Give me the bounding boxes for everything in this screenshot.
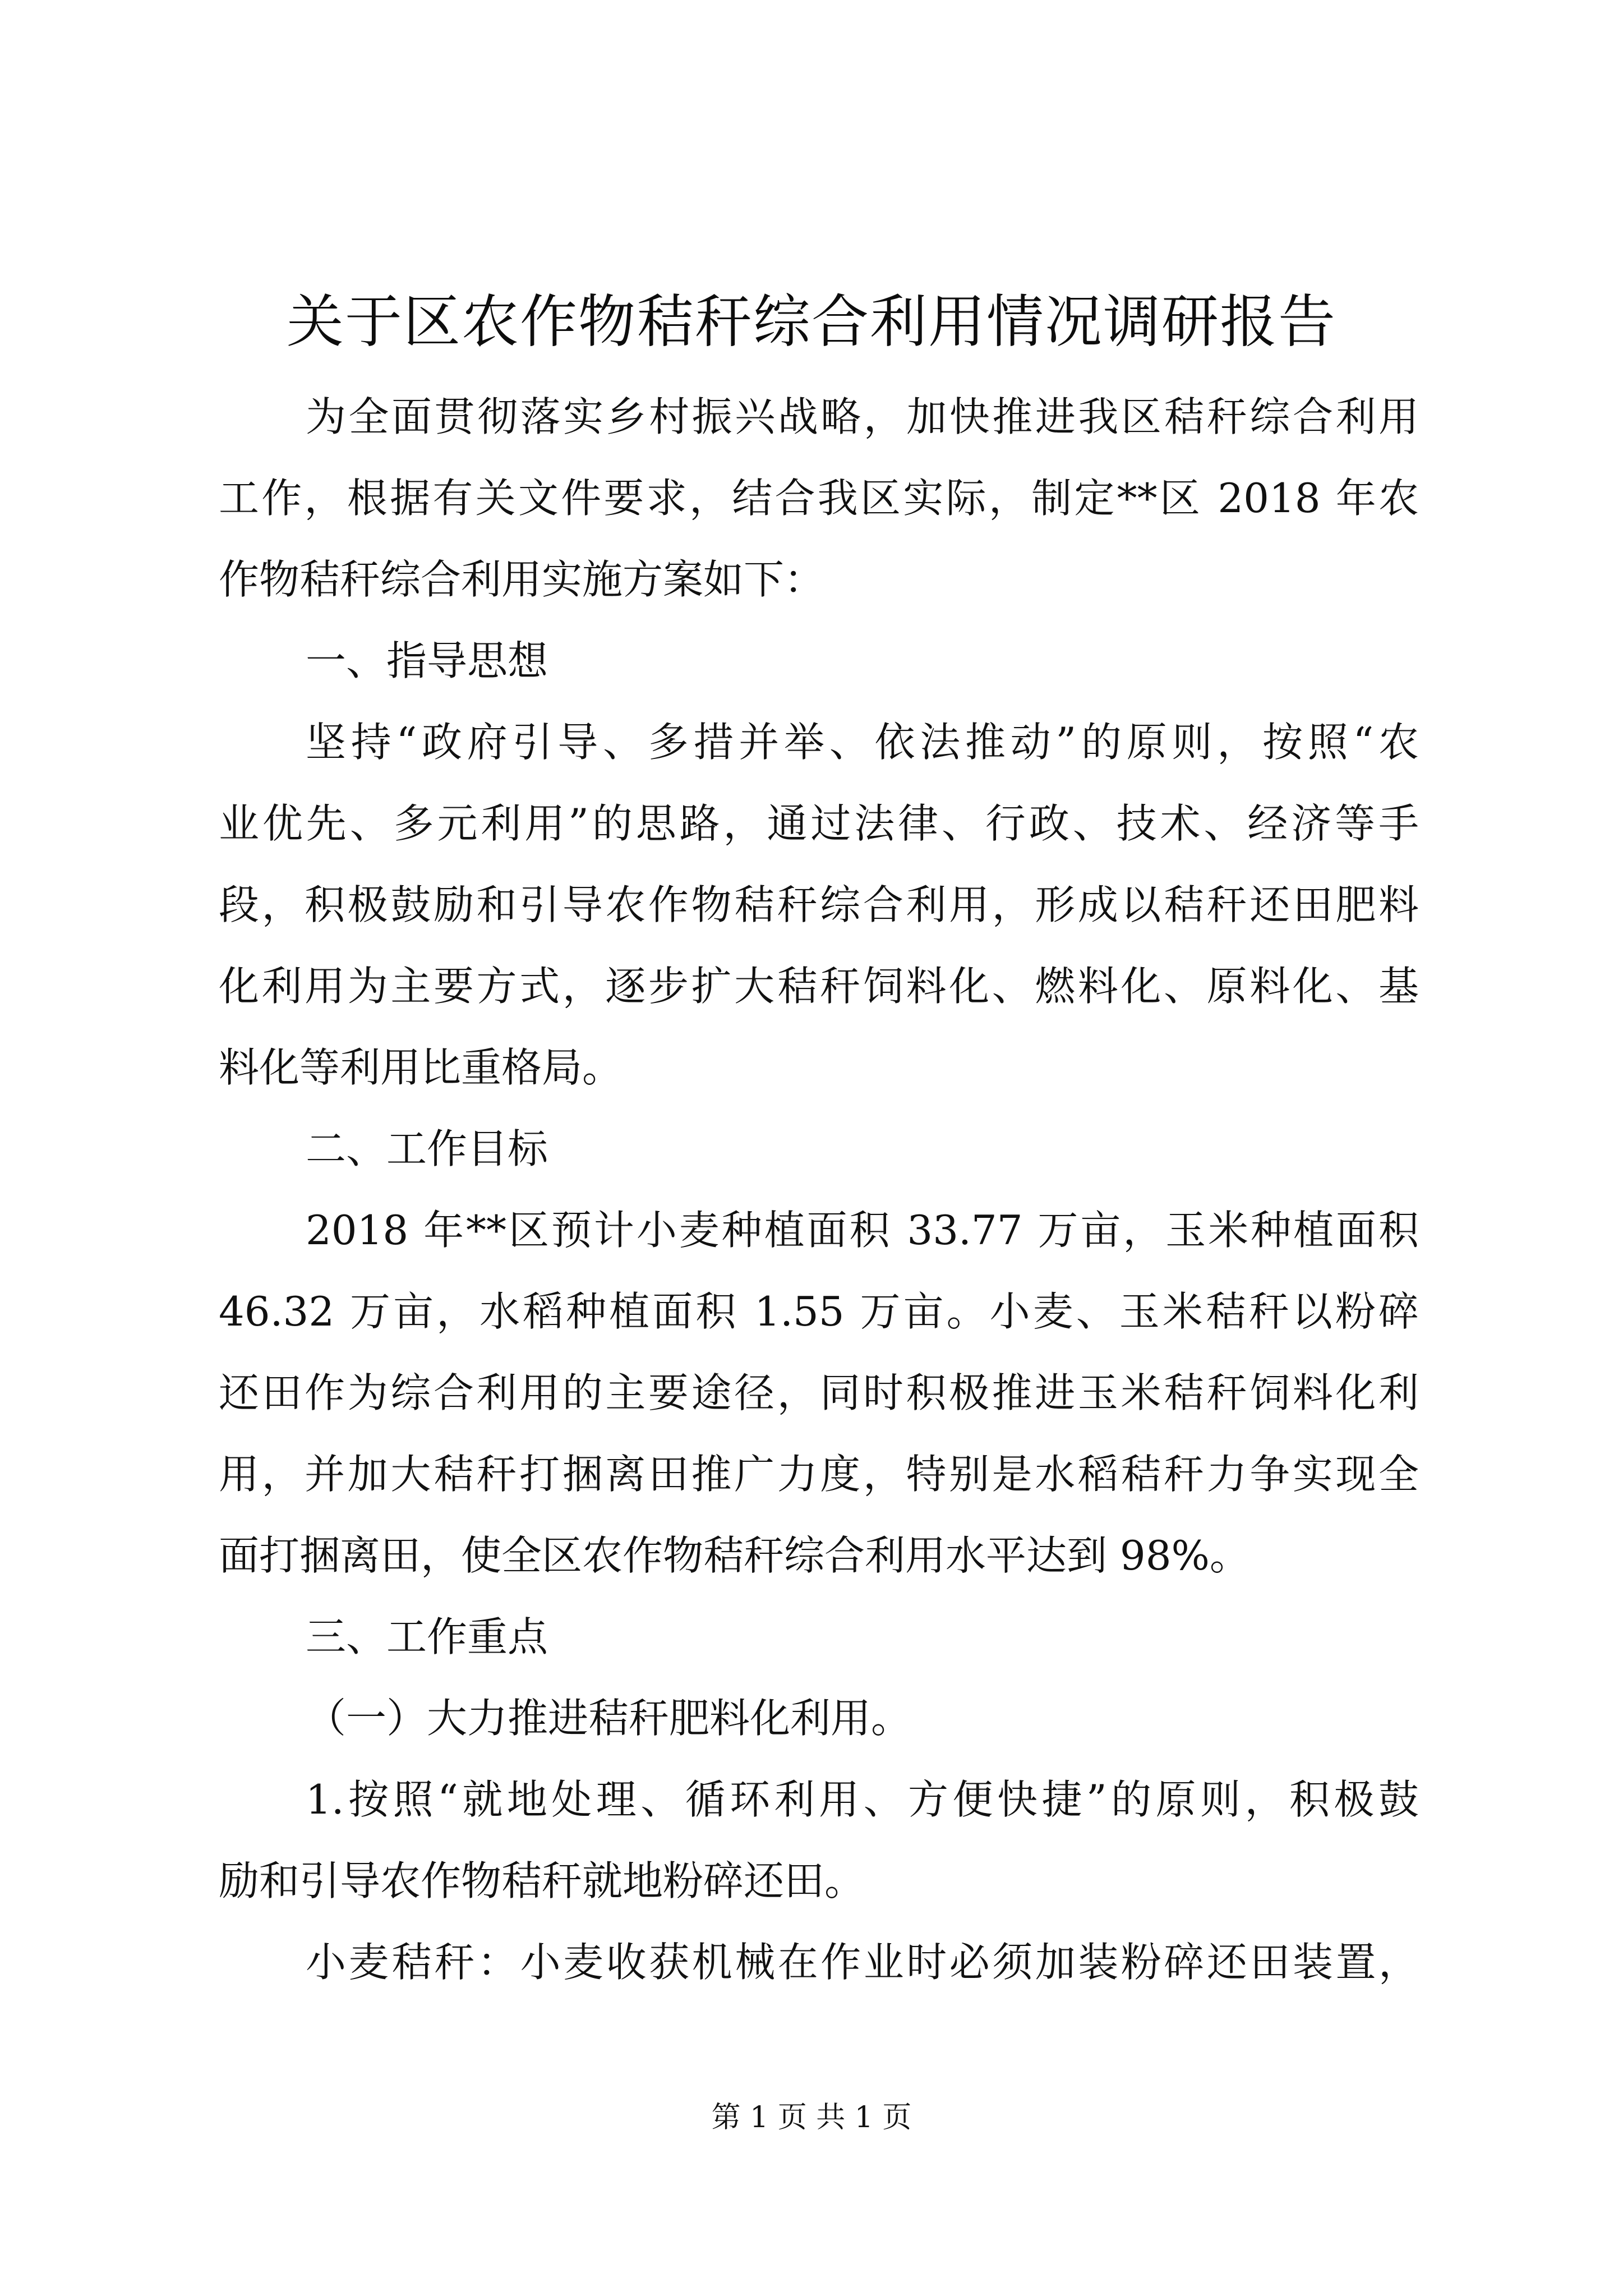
paragraph-line: 作物秸秆综合利用实施方案如下： (219, 556, 825, 603)
page-number-footer: 第 1 页 共 1 页 (711, 2101, 912, 2134)
paragraph-line: 还田作为综合利用的主要途径，同时积极推进玉米秸秆饲料化利 (219, 1369, 1419, 1416)
section-heading: 一、指导思想 (306, 637, 548, 684)
section-heading: 二、工作目标 (306, 1125, 548, 1172)
paragraph-line: 励和引导农作物秸秆就地粉碎还田。 (219, 1857, 865, 1904)
paragraph-line: 段，积极鼓励和引导农作物秸秆综合利用，形成以秸秆还田肥料 (219, 881, 1419, 928)
paragraph-line: 46.32 万亩，水稻种植面积 1.55 万亩。小麦、玉米秸秆以粉碎 (219, 1288, 1419, 1335)
document-title: 关于区农作物秸秆综合利用情况调研报告 (287, 289, 1336, 356)
paragraph-line: 2018 年**区预计小麦种植面积 33.77 万亩，玉米种植面积 (306, 1207, 1419, 1254)
section-heading: 三、工作重点 (306, 1613, 548, 1660)
paragraph-line: 为全面贯彻落实乡村振兴战略，加快推进我区秸秆综合利用 (306, 393, 1419, 440)
paragraph-line: 业优先、多元利用”的思路，通过法律、行政、技术、经济等手 (219, 800, 1419, 847)
paragraph-line: 小麦秸秆：小麦收获机械在作业时必须加装粉碎还田装置， (306, 1939, 1419, 1986)
paragraph-line: 工作，根据有关文件要求，结合我区实际，制定**区 2018 年农 (219, 475, 1419, 522)
paragraph-line: 1.按照“就地处理、循环利用、方便快捷”的原则，积极鼓 (306, 1776, 1419, 1823)
subsection-heading: （一）大力推进秸秆肥料化利用。 (306, 1695, 912, 1742)
paragraph-line: 坚持“政府引导、多措并举、依法推动”的原则，按照“农 (306, 719, 1419, 766)
paragraph-line: 用，并加大秸秆打捆离田推广力度，特别是水稻秸秆力争实现全 (219, 1451, 1419, 1498)
paragraph-line: 面打捆离田，使全区农作物秸秆综合利用水平达到 98%。 (219, 1532, 1250, 1579)
paragraph-line: 化利用为主要方式，逐步扩大秸秆饲料化、燃料化、原料化、基 (219, 963, 1419, 1010)
paragraph-line: 料化等利用比重格局。 (219, 1044, 623, 1091)
